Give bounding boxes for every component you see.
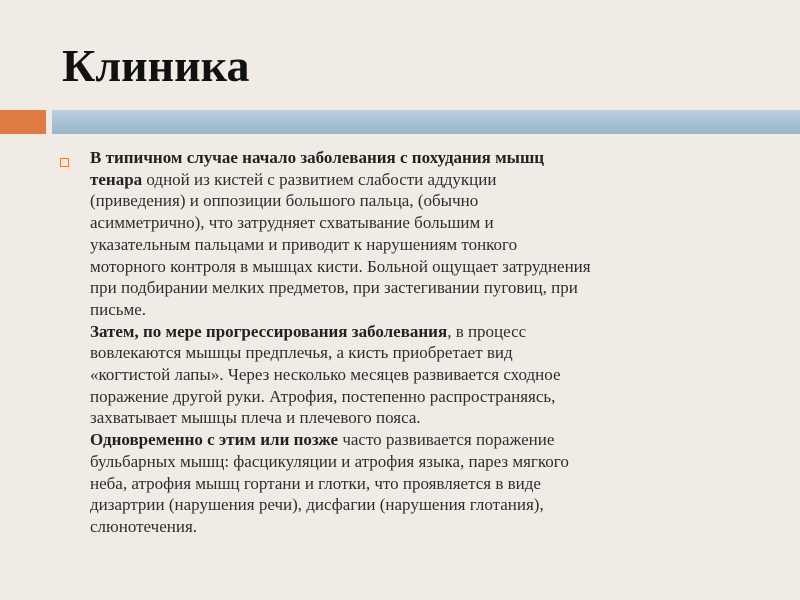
text-line [90,364,775,386]
divider-blue-bar [52,110,800,134]
text-segment: дизартрии (нарушения речи), дисфагии (нарушения глотания), [90,495,544,515]
text-line [90,516,775,538]
text-segment: асимметрично), что затрудняет схватывание большим и [90,213,494,233]
text-line [90,234,775,256]
text-line [90,256,775,278]
text-segment: часто развивается поражение [338,430,555,450]
text-line [90,190,775,212]
title-divider [0,110,800,134]
text-line [90,299,775,321]
text-segment: при подбирании мелких предметов, при застегивании пуговиц, при [90,278,578,298]
text-line [90,212,775,234]
bold-text-segment: В типичном случае начало заболевания с похудания мышц [90,148,545,167]
text-line [90,451,775,473]
text-line [90,277,775,299]
text-line [90,169,775,191]
text-line [90,386,775,408]
text-segment: моторного контроля в мышцах кисти. Больной ощущает затруднения [90,256,591,276]
text-line [90,429,775,451]
text-line [90,494,775,516]
text-segment: одной из кистей с развитием слабости аддукции [142,169,497,189]
text-segment: указательным пальцами и приводит к нарушениям тонкого [90,234,518,254]
text-segment: письме. [90,299,147,319]
text-segment: слюнотечения. [90,516,198,536]
text-segment: захватывает мышцы плеча и плечевого пояса. [90,408,421,428]
bold-text-segment: тенара [90,169,143,189]
divider-accent-block [0,110,46,134]
text-line [90,473,775,495]
text-line [90,407,775,429]
bullet-text [90,147,775,538]
text-line [90,147,775,169]
text-segment: неба, атрофия мышц гортани и глотки, что проявляется в виде [90,473,541,493]
text-segment: «когтистой лапы». Через несколько месяцев развивается сходное [90,365,561,385]
bold-text-segment: Одновременно с этим или позже [90,430,339,450]
text-segment: бульбарных мышц: фасцикуляции и атрофия языка, парез мягкого [90,451,569,471]
text-segment: (приведения) и оппозиции большого пальца, (обычно [90,191,479,211]
text-segment: вовлекаются мышцы предплечья, а кисть приобретает вид [90,343,513,363]
slide-title: Клиника [62,40,250,91]
text-line [90,321,775,343]
square-bullet-icon [60,158,69,167]
bold-text-segment: Затем, по мере прогрессирования заболевания [90,321,448,341]
text-segment: поражение другой руки. Атрофия, постепенно распространяясь, [90,386,556,406]
text-line [90,342,775,364]
text-segment: , в процесс [447,321,527,341]
